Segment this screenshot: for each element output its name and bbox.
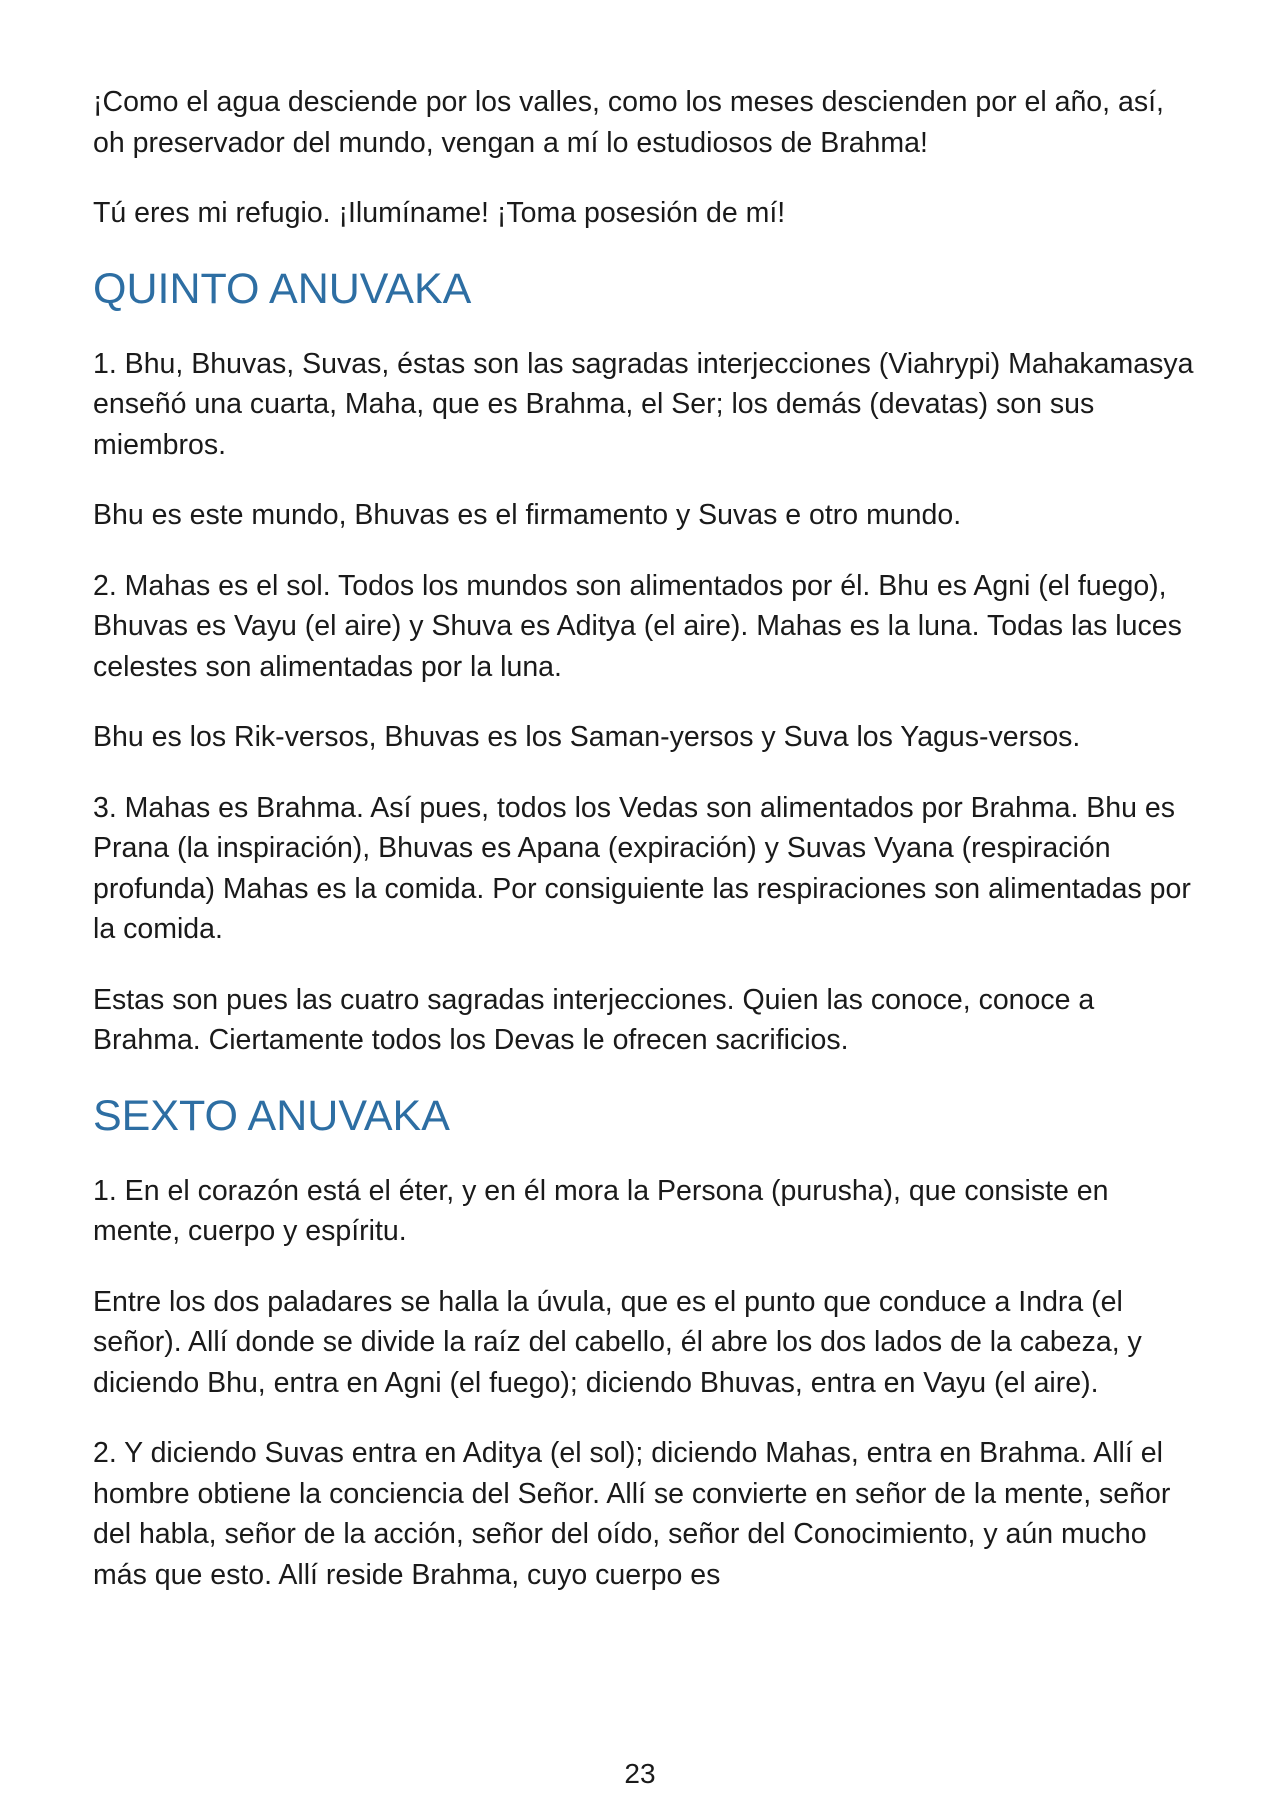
sexto-paragraph-1: 1. En el corazón está el éter, y en él mora la Persona (purusha), que consiste en mente, cuerpo y espíritu.: [93, 1174, 1109, 1247]
quinto-paragraph-5: 3. Mahas es Brahma. Así pues, todos los Vedas son alimentados por Brahma. Bhu es Prana (la inspiración), Bhuvas es Apana (expiración) y Suvas Vyana (respiración profunda) Mahas es la comida. Por consiguiente las respiraciones son alimentadas por la comida.: [93, 791, 1191, 945]
intro-paragraph-2: Tú eres mi refugio. ¡Ilumíname! ¡Toma posesión de mí!: [93, 197, 786, 229]
page-number: 23: [624, 1758, 656, 1789]
sexto-paragraph-2: Entre los dos paladares se halla la úvula, que es el punto que conduce a Indra (el señor). Allí donde se divide la raíz del cabello, él abre los dos lados de la cabeza, y diciendo Bhu, entra en Agni (el fuego); diciendo Bhuvas, entra en Vayu (el aire).: [93, 1285, 1142, 1399]
quinto-paragraph-1: 1. Bhu, Bhuvas, Suvas, éstas son las sagradas interjecciones (Viahrypi) Mahakamasya enseñó una cuarta, Maha, que es Brahma, el Ser; los demás (devatas) son sus miembros.: [93, 347, 1194, 461]
quinto-paragraph-3: 2. Mahas es el sol. Todos los mundos son alimentados por él. Bhu es Agni (el fuego), Bhuvas es Vayu (el aire) y Shuva es Aditya (el aire). Mahas es la luna. Todas las luces celestes son alimentadas por la luna.: [93, 569, 1182, 683]
page-content: [93, 82, 1203, 1625]
sexto-anuvaka-heading: SEXTO ANUVAKA: [93, 1091, 450, 1140]
quinto-anuvaka-heading: QUINTO ANUVAKA: [93, 264, 472, 313]
quinto-paragraph-6: Estas son pues las cuatro sagradas interjecciones. Quien las conoce, conoce a Brahma. Ciertamente todos los Devas le ofrecen sacrificios.: [93, 983, 1095, 1056]
quinto-paragraph-2: Bhu es este mundo, Bhuvas es el firmamento y Suvas e otro mundo.: [93, 499, 962, 531]
quinto-paragraph-4: Bhu es los Rik-versos, Bhuvas es los Saman-yersos y Suva los Yagus-versos.: [93, 721, 1081, 753]
intro-paragraph-1: ¡Como el agua desciende por los valles, como los meses descienden por el año, así, oh preservador del mundo, vengan a mí lo estudiosos de Brahma!: [93, 86, 1164, 159]
sexto-paragraph-3: 2. Y diciendo Suvas entra en Aditya (el sol); diciendo Mahas, entra en Brahma. Allí el hombre obtiene la conciencia del Señor. Allí se convierte en señor de la mente, señor del habla, señor de la acción, señor del oído, señor del Conocimiento, y aún mucho más que esto. Allí reside Brahma, cuyo cuerpo es: [93, 1437, 1171, 1591]
